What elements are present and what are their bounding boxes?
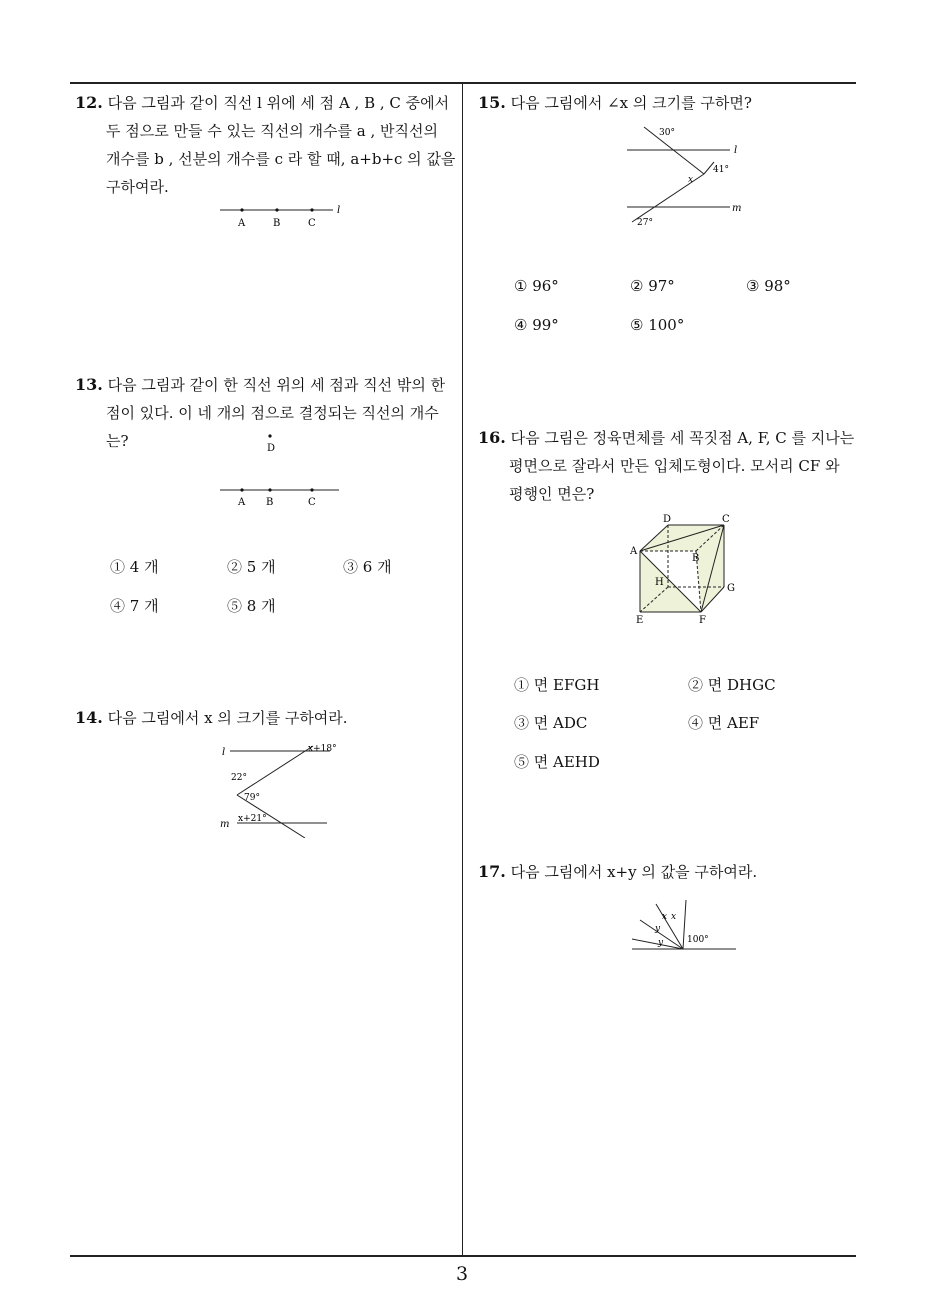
angle-label: x+21° — [238, 814, 267, 824]
question-text-line: 평면으로 잘라서 만든 입체도형이다. 모서리 CF 와 — [509, 457, 840, 475]
vertex-label-c: C — [722, 514, 730, 525]
question-text-line: 개수를 b , 선분의 개수를 c 라 할 때, a+b+c 의 값을 — [106, 150, 456, 168]
angle-label: 30° — [659, 128, 675, 138]
question-text-line: 점이 있다. 이 네 개의 점으로 결정되는 직선의 개수는? — [106, 404, 439, 450]
vertex-label-g: G — [727, 583, 735, 594]
choice-4[interactable]: ④ 99° — [514, 316, 559, 334]
question-14 — [75, 704, 459, 732]
point-label-a: A — [238, 497, 246, 508]
choice-5[interactable]: ⑤ 100° — [630, 316, 685, 334]
question-text-line: 다음 그림에서 x+y 의 값을 구하여라. — [510, 863, 758, 881]
choice-3[interactable]: ③ 6 개 — [343, 558, 392, 576]
point-label-c: C — [308, 218, 316, 229]
question-text-line: 다음 그림은 정육면체를 세 꼭짓점 A, F, C 를 지나는 — [510, 429, 855, 447]
question-17 — [478, 858, 862, 886]
question-text-line: 다음 그림과 같이 한 직선 위의 세 점과 직선 밖의 한 — [107, 376, 446, 394]
angle-label: 79° — [244, 793, 260, 803]
bottom-rule — [70, 1255, 856, 1257]
vertex-label-b: B — [692, 553, 700, 564]
question-16 — [478, 424, 862, 508]
choice-1[interactable]: ① 면 EFGH — [514, 676, 600, 694]
choice-5[interactable]: ⑤ 면 AEHD — [514, 753, 600, 771]
question-text-line: 두 점으로 만들 수 있는 직선의 개수를 a , 반직선의 — [106, 122, 438, 140]
point-label-b: B — [266, 497, 274, 508]
figure-q16-cut-cube — [622, 512, 748, 628]
line-label-l: l — [337, 205, 341, 216]
vertex-label-h: H — [655, 577, 664, 588]
angle-label-x: x — [662, 912, 668, 922]
choice-2[interactable]: ② 면 DHGC — [688, 676, 776, 694]
question-15 — [478, 89, 862, 117]
choice-2[interactable]: ② 97° — [630, 277, 675, 295]
choice-4[interactable]: ④ 7 개 — [110, 597, 159, 615]
angle-label: 41° — [713, 165, 729, 175]
vertex-label-e: E — [636, 615, 644, 626]
page-number: 3 — [456, 1263, 469, 1285]
point-label-c: C — [308, 497, 316, 508]
question-number: 12. — [75, 93, 103, 112]
angle-label: 22° — [231, 773, 247, 783]
choice-3[interactable]: ③ 면 ADC — [514, 714, 588, 732]
question-text-line: 다음 그림에서 x 의 크기를 구하여라. — [107, 709, 348, 727]
vertex-label-a: A — [630, 546, 638, 557]
choice-4[interactable]: ④ 면 AEF — [688, 714, 760, 732]
angle-label: x+18° — [308, 744, 337, 754]
angle-label-y: y — [655, 924, 661, 934]
choice-5[interactable]: ⑤ 8 개 — [227, 597, 276, 615]
question-text-line: 다음 그림과 같이 직선 l 위에 세 점 A , B , C 중에서 — [107, 94, 450, 112]
question-text-line: 구하여라. — [106, 178, 169, 196]
vertex-label-d: D — [663, 514, 672, 525]
question-number: 17. — [478, 862, 506, 881]
figure-q15-parallel-lines — [622, 122, 752, 232]
choice-3[interactable]: ③ 98° — [746, 277, 791, 295]
question-text-line: 평행인 면은? — [509, 485, 595, 503]
angle-label-x: x — [671, 912, 677, 922]
question-number: 13. — [75, 375, 103, 394]
angle-label-y: y — [658, 938, 664, 948]
figure-q17-angles — [628, 898, 740, 956]
top-rule — [70, 82, 856, 84]
line-label-l: l — [734, 145, 738, 156]
choice-2[interactable]: ② 5 개 — [227, 558, 276, 576]
question-12 — [75, 89, 459, 201]
question-number: 14. — [75, 708, 103, 727]
choice-1[interactable]: ① 96° — [514, 277, 559, 295]
line-label-l: l — [222, 747, 226, 758]
question-number: 15. — [478, 93, 506, 112]
figure-q13-points — [215, 430, 345, 512]
point-label-a: A — [238, 218, 246, 229]
column-divider — [462, 82, 463, 1257]
vertex-label-f: F — [699, 615, 706, 626]
angle-label-x: x — [688, 175, 694, 185]
figure-q12-line — [215, 200, 350, 232]
choice-1[interactable]: ① 4 개 — [110, 558, 159, 576]
line-label-m: m — [220, 819, 230, 830]
question-text-line: 다음 그림에서 ∠x 의 크기를 구하면? — [510, 94, 752, 112]
question-number: 16. — [478, 428, 506, 447]
line-label-m: m — [732, 203, 742, 214]
point-label-d: D — [267, 443, 276, 454]
angle-label: 27° — [637, 218, 653, 228]
angle-label: 100° — [687, 935, 709, 945]
point-label-b: B — [273, 218, 281, 229]
figure-q14-parallel-lines — [215, 738, 345, 838]
